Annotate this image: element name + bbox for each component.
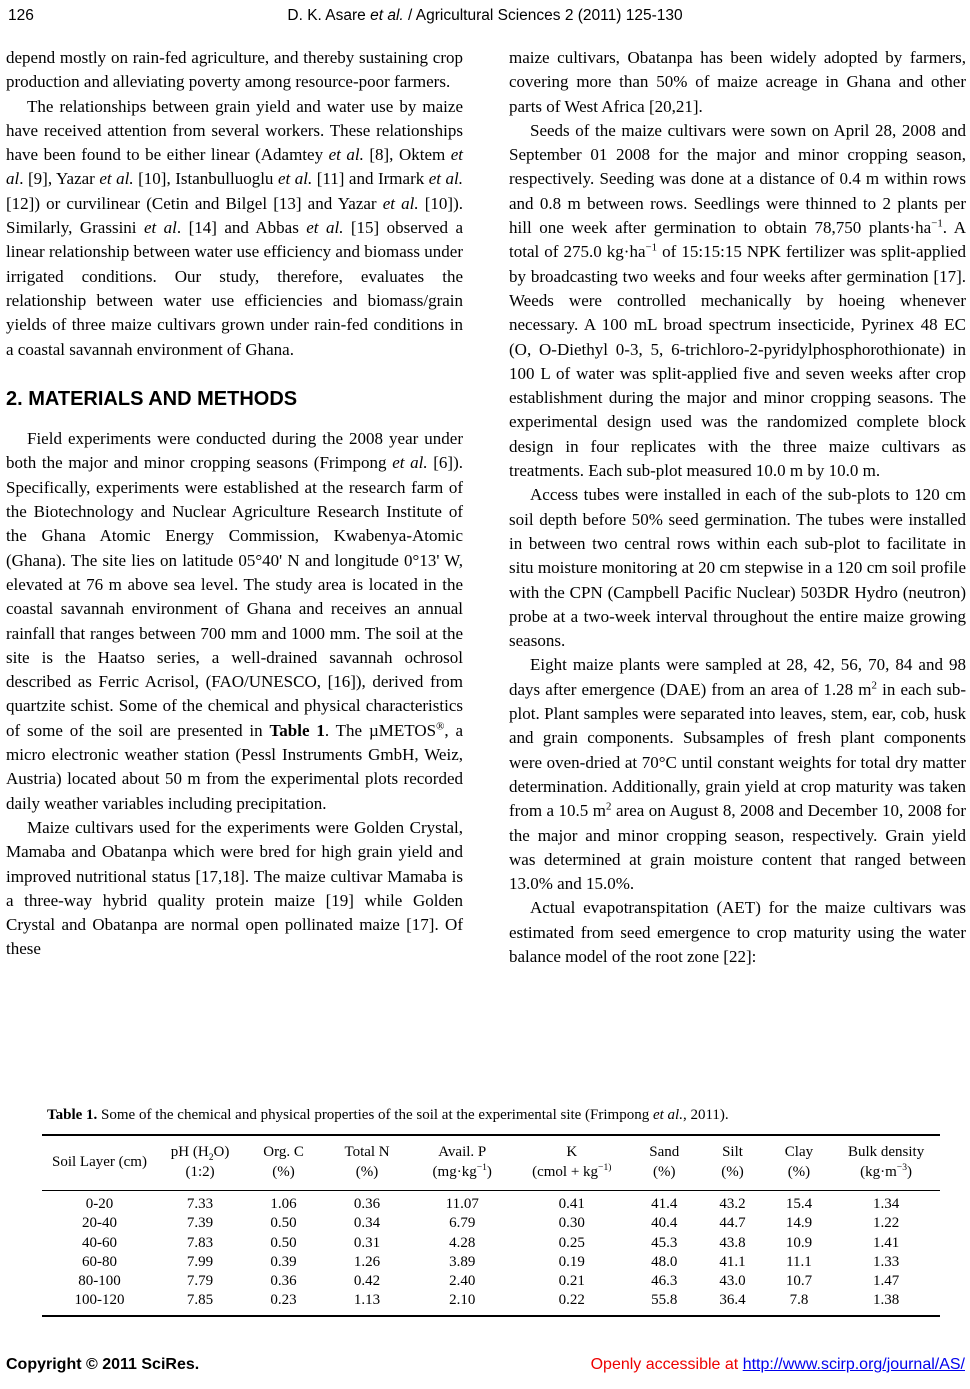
page-number: 126: [8, 7, 34, 24]
section-heading: 2. MATERIALS AND METHODS: [6, 387, 298, 410]
table-cell: 1.38: [872, 1291, 900, 1308]
page-footer: [6, 1356, 965, 1374]
table-cell: 2.10: [449, 1291, 476, 1308]
table-body: [42, 1191, 940, 1316]
table-cell: 40-60: [81, 1234, 117, 1251]
page-header: [6, 7, 964, 29]
table-cell: 7.83: [186, 1234, 214, 1251]
paragraph: Eight maize plants were sampled at 28, 42, 56, 70, 84 and 98 days after emergence (DAE) from an area of 1.28 $m^2$ in each sub-plot. Plant samples were separated into leaves, stem, ear, cob, husk and grain components. Subsamples of fresh plant components were oven-dried at 70°C until constant weights for total dry matter determination. Additionally, grain yield at crop maturity was taken from a 10.5 $m^2$ area on August 8, 2008 and December 10, 2008 for the major and minor cropping season, respectively. Grain yield was determined at grain moisture content that ranged between 13.0% and 15.0%.: [509, 655, 967, 894]
table-cell: 36.4: [719, 1291, 746, 1308]
table-cell: 41.4: [651, 1196, 678, 1213]
table-header-row: [42, 1135, 940, 1191]
footer-copyright: Copyright © 2011 SciRes.: [6, 1356, 200, 1373]
table-cell: 11.07: [445, 1196, 479, 1213]
right-column: [509, 46, 966, 969]
table-row: [42, 1234, 940, 1253]
table-cell: 43.2: [719, 1196, 746, 1213]
table-cell: 1.13: [353, 1291, 381, 1308]
paragraph: Seeds of the maize cultivars were sown on April 28, 2008 and September 01 2008 for the major and minor cropping season, respectively. Seeding was done at a distance of 0.4 m within rows and 0.8 m between rows. Seedlings were thinned to 2 plants per hill one week after germination to obtain 78,750 $plants\cdot ha^{-1}$. A total of 275.0 $kg\cdot ha^{-1}$ of 15:15:15 NPK fertilizer was split-applied by broadcasting two weeks and four weeks after germination [17]. Weeds were controlled mechanically by hoeing whenever necessary. A 100 mL broad spectrum insecticide, Pyrinex 48 EC (O, O-Diethyl 0-3, 5, 6-trichloro-2-pyridylphosphorothionate) in 100 L of water was split-applied five and seven weeks after crop establishment during the major and minor cropping seasons. The experimental design used was the randomized complete block design in four replicates with the three maize cultivars as treatments. Each sub-plot measured 10.0 m by 10.0 m.: [509, 120, 966, 481]
table-cell: 0.23: [270, 1291, 297, 1308]
paragraph: maize cultivars, Obatanpa has been widely adopted by farmers, covering more than 50% of maize acreage in Ghana and other parts of West Africa [20,21].: [509, 48, 966, 116]
column-header: Total N (%): [324, 1135, 410, 1191]
table-cell: 60-80: [81, 1253, 117, 1270]
table-row: [42, 1253, 940, 1272]
table-cell: 43.8: [719, 1234, 746, 1251]
paragraph: Field experiments were conducted during the 2008 year under both the major and minor cropping seasons (Frimpong et al. [6]). Specifically, experiments were established at the research farm of the Biotechnology and Nuclear Agriculture Research Institute of the Ghana Atomic Energy Commission, Kwabenya-Atomic (Ghana). The site lies on latitude 05°40' N and longitude 0°13' W, elevated at 76 m above sea level. The study area is located in the coastal savannah environment of Ghana and receives an annual rainfall that ranges between 700 mm and 1000 mm. The soil at the site is the Haatso series, a well-drained savannah ochrosol described as Ferric Acrisol, (FAO/UNESCO, [16]), derived from quartzite schist. Some of the chemical and physical characteristics of some of the soil are presented in Table 1. The µMETOS®, a micro electronic weather station (Pessl Instruments GmbH, Weiz, Austria) located about 50 m from the experimental plots recorded daily weather variables including precipitation.: [6, 429, 464, 813]
table-cell: 0.39: [270, 1253, 297, 1270]
table-cell: 7.8: [789, 1291, 809, 1308]
column-header: Bulk density $(kg\cdot m^{-3})$: [832, 1135, 940, 1191]
paragraph: Maize cultivars used for the experiments were Golden Crystal, Mamaba and Obatanpa which were bred for high grain yield and improved nutritional status [17,18]. The maize cultivar Mamaba is a three-way hybrid quality protein maize [19] while Golden Crystal and Obatanpa are normal open pollinated maize [17]. Of these: [6, 817, 463, 959]
table-cell: 0.41: [558, 1196, 585, 1213]
table-cell: 44.7: [719, 1215, 746, 1232]
table-cell: 1.47: [872, 1272, 900, 1289]
column-header: Clay (%): [766, 1135, 832, 1191]
table-cell: 55.8: [651, 1291, 678, 1308]
table-cell: 1.22: [872, 1215, 900, 1232]
table-cell: 0.25: [558, 1234, 585, 1251]
table-cell: 0-20: [85, 1196, 114, 1213]
table-cell: 0.36: [270, 1272, 297, 1289]
table-cell: 1.41: [872, 1234, 900, 1251]
soil-properties-table: [42, 1134, 940, 1317]
table-row: [42, 1214, 940, 1233]
paragraph: Access tubes were installed in each of the sub-plots to 120 cm soil depth before 50% seed germination. The tubes were installed in between two central rows within each sub-plot to facilitate in situ moisture monitoring at 20 cm stepwise in a 120 cm soil profile with the CPN (Campbell Pacific Nuclear) 503DR Hydro (neutron) probe at a two-week interval throughout the entire maize growing seasons.: [509, 485, 966, 651]
column-header: pH $(H_2O)$ (1:2): [157, 1135, 243, 1191]
footer-journal-link[interactable]: http://www.scirp.org/journal/AS/: [742, 1356, 965, 1373]
footer-access-text: Openly accessible at: [590, 1356, 743, 1373]
paragraph: Actual evapotranspitation (AET) for the maize cultivars was estimated from seed emergence to crop maturity using the water balance model of the root zone [22]:: [509, 898, 966, 966]
paragraph: depend mostly on rain-fed agriculture, and thereby sustaining crop production and alleviating poverty among resource-poor farmers.: [6, 48, 463, 92]
table-cell: 43.0: [719, 1272, 746, 1289]
table-cell: 20-40: [81, 1215, 117, 1232]
table-row: [42, 1191, 940, 1215]
column-header: Avail. P $(mg\cdot kg^{-1})$: [410, 1135, 514, 1191]
table-cell: 6.79: [449, 1215, 476, 1232]
table-cell: 1.26: [353, 1253, 381, 1270]
table-cell: 0.34: [353, 1215, 381, 1232]
table-cell: 7.33: [186, 1196, 214, 1213]
footer-access: [591, 1356, 965, 1374]
table-cell: 0.50: [270, 1215, 297, 1232]
table-cell: 46.3: [651, 1272, 678, 1289]
table-cell: 7.39: [186, 1215, 214, 1232]
table-cell: 48.0: [651, 1253, 678, 1270]
table-cell: 14.9: [785, 1215, 813, 1232]
table-cell: 10.7: [785, 1272, 813, 1289]
table-cell: 0.50: [270, 1234, 297, 1251]
table-cell: 7.85: [186, 1291, 214, 1308]
table-cell: 0.21: [558, 1272, 585, 1289]
table-cell: 2.40: [449, 1272, 476, 1289]
table-cell: 0.22: [558, 1291, 585, 1308]
table-cell: 7.79: [186, 1272, 214, 1289]
table-cell: 1.34: [872, 1196, 900, 1213]
table-cell: 3.89: [449, 1253, 476, 1270]
table-cell: 80-100: [78, 1272, 121, 1289]
table-cell: 0.19: [558, 1253, 585, 1270]
table-cell: 0.36: [353, 1196, 381, 1213]
table-cell: 1.06: [270, 1196, 297, 1213]
table-cell: 45.3: [651, 1234, 678, 1251]
table-cell: 10.9: [785, 1234, 813, 1251]
table-cell: 0.42: [353, 1272, 381, 1289]
column-header: Org. C (%): [243, 1135, 324, 1191]
table-cell: 4.28: [449, 1234, 476, 1251]
table-row: [42, 1272, 940, 1291]
table-cell: 100-120: [74, 1291, 125, 1308]
column-header: Silt (%): [699, 1135, 765, 1191]
table-caption: Table 1. Some of the chemical and physical properties of the soil at the experimental site (Frimpong et al., 2011).: [47, 1107, 729, 1123]
table-cell: 7.99: [186, 1253, 214, 1270]
column-header: Soil Layer (cm): [42, 1135, 157, 1191]
table-cell: 41.1: [719, 1253, 746, 1270]
paragraph: The relationships between grain yield and water use by maize have received attention from several workers. These relationships have been found to be either linear (Adamtey et al. [8], Oktem et al. [9], Yazar et al. [10], Istanbulluoglu et al. [11] and Irmark et al. [12]) or curvilinear (Cetin and Bilgel [13] and Yazar et al. [10]). Similarly, Grassini et al. [14] and Abbas et al. [15] observed a linear relationship between water use efficiency and biomass under irrigated conditions. Our study, therefore, evaluates the relationship between water use efficiencies and biomass/grain yields of three maize cultivars grown under rain-fed conditions in a coastal savannah environment of Ghana.: [6, 96, 464, 359]
table-cell: 15.4: [785, 1196, 813, 1213]
table-row: [42, 1291, 940, 1316]
table-block: [42, 1106, 940, 1317]
left-column: [6, 46, 463, 962]
table-cell: 1.33: [872, 1253, 900, 1270]
column-header: Sand (%): [629, 1135, 699, 1191]
table-cell: 40.4: [651, 1215, 678, 1232]
table-cell: 11.1: [786, 1253, 812, 1270]
table-cell: 0.31: [353, 1234, 381, 1251]
running-title: D. K. Asare et al. / Agricultural Sciences 2 (2011) 125-130: [287, 7, 683, 24]
table-cell: 0.30: [558, 1215, 585, 1232]
column-header: K (cmol + $kg^{-1)}$: [514, 1135, 629, 1191]
